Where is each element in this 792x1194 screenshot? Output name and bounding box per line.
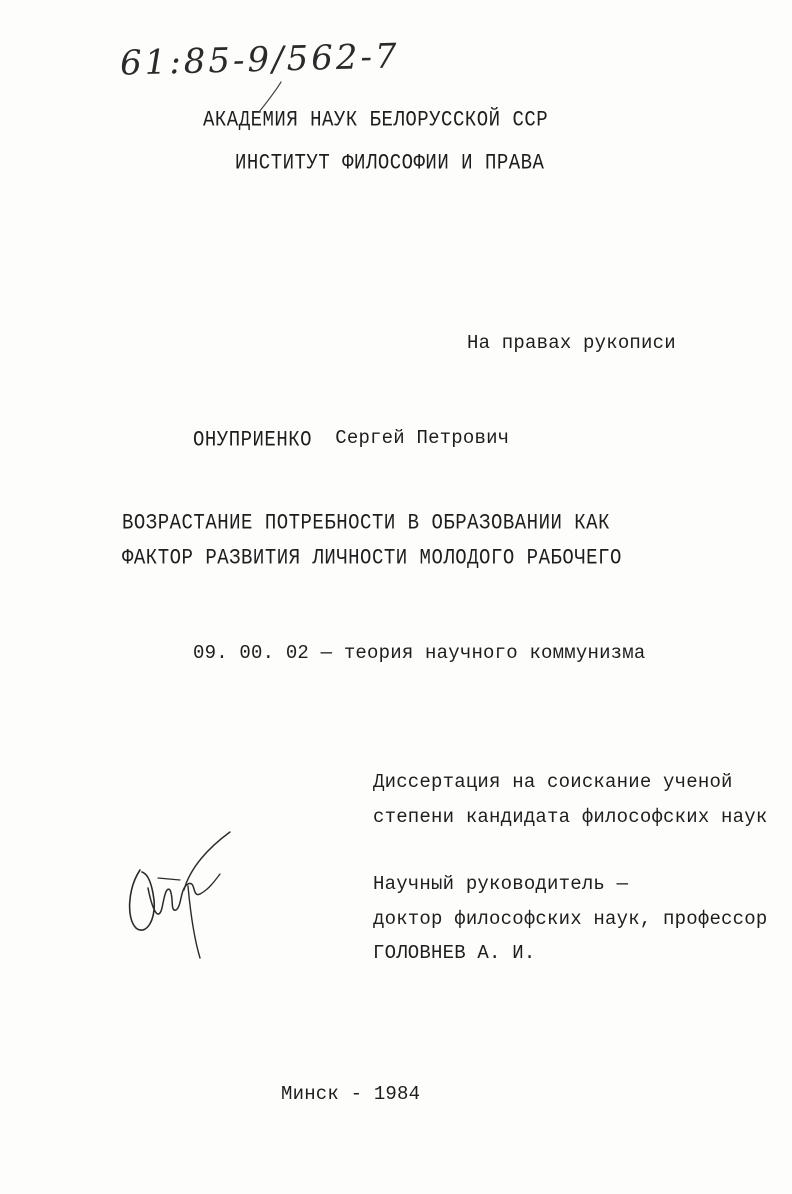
dissertation-title-line-2: ФАКТОР РАЗВИТИЯ ЛИЧНОСТИ МОЛОДОГО РАБОЧЕГО	[122, 545, 622, 571]
author-name	[193, 427, 510, 453]
place-and-year: Минск - 1984	[281, 1083, 421, 1105]
advisor-degree: доктор философских наук, профессор	[373, 908, 768, 930]
institute-name: ИНСТИТУТ ФИЛОСОФИИ И ПРАВА	[235, 150, 545, 176]
handwritten-signature	[118, 828, 248, 963]
dissertation-purpose-line-2: степени кандидата философских наук	[373, 806, 768, 828]
author-given-names: Сергей Петрович	[335, 427, 510, 449]
advisor-name: ГОЛОВНЕВ А. И.	[373, 942, 536, 964]
pen-stroke-mark	[255, 80, 285, 114]
rights-note: На правах рукописи	[467, 332, 676, 354]
advisor-label: Научный руководитель —	[373, 873, 629, 895]
archive-code-handwritten: 61:85-9/562-7	[119, 36, 401, 84]
author-surname: ОНУПРИЕНКО	[193, 427, 313, 453]
dissertation-purpose-line-1: Диссертация на соискание ученой	[373, 771, 733, 793]
academy-name: АКАДЕМИЯ НАУК БЕЛОРУССКОЙ ССР	[203, 107, 549, 133]
specialty-code: 09. 00. 02 — теория научного коммунизма	[193, 642, 646, 664]
dissertation-title-line-1: ВОЗРАСТАНИЕ ПОТРЕБНОСТИ В ОБРАЗОВАНИИ КАК	[122, 510, 610, 536]
